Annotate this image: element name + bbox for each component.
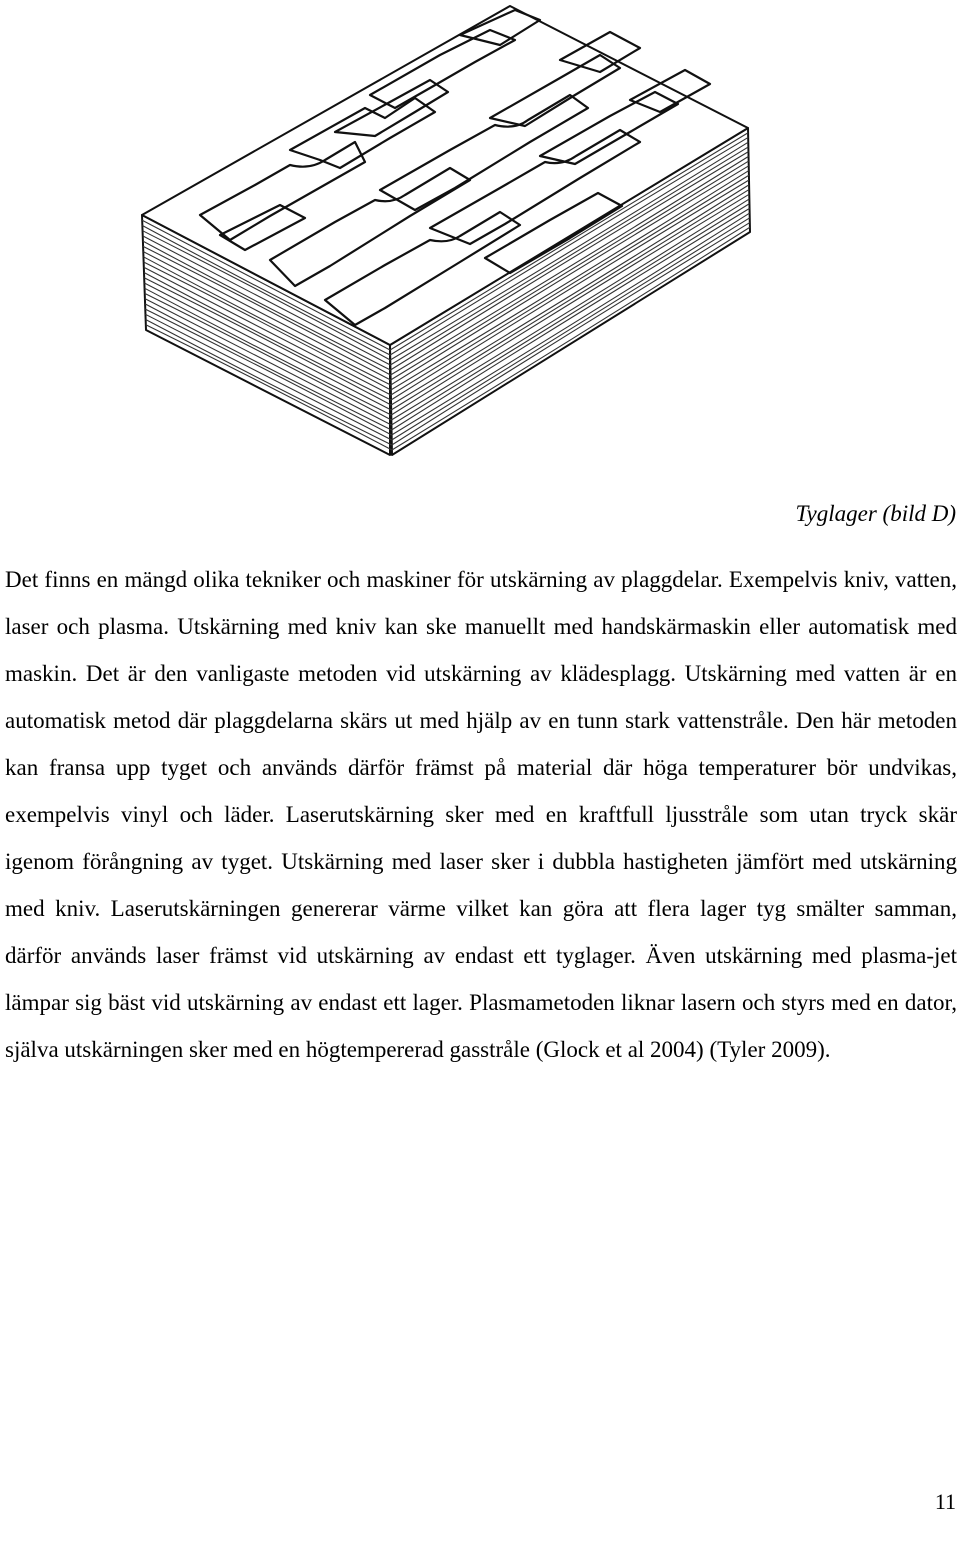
fabric-stack-illustration (130, 0, 770, 470)
body-paragraph: Det finns en mängd olika tekniker och maskiner för utskärning av plaggdelar. Exempelvis kniv, vatten, laser och plasma. Utskärning med kniv kan ske manuellt med handskärmaskin eller automatisk med maskin. Det är den vanligaste metoden vid utskärning av klädesplagg. Utskärning med vatten är en automatisk metod där plaggdelarna skärs ut med hjälp av en tunn stark vattenstråle. Den här metoden kan fransa upp tyget och används därför främst på material där höga temperaturer bör undvikas, exempelvis vinyl och läder. Laserutskärning sker med en kraftfull ljusstråle som utan tryck skär igenom förångning av tyget. Utskärning med laser sker i dubbla hastigheten jämfört med utskärning med kniv. Laserutskärningen genererar värme vilket kan göra att flera lager tyg smälter samman, därför används laser främst vid utskärning av endast ett tyglager. Även utskärning med plasma-jet lämpar sig bäst vid utskärning av endast ett lager. Plasmametoden liknar lasern och styrs med en dator, själva utskärningen sker med en högtempererad gasstråle (Glock et al 2004) (Tyler 2009). (5, 567, 957, 1062)
fabric-layers-figure (130, 0, 770, 470)
figure-caption: Tyglager (bild D) (795, 501, 956, 526)
page-number: 11 (934, 1489, 956, 1514)
